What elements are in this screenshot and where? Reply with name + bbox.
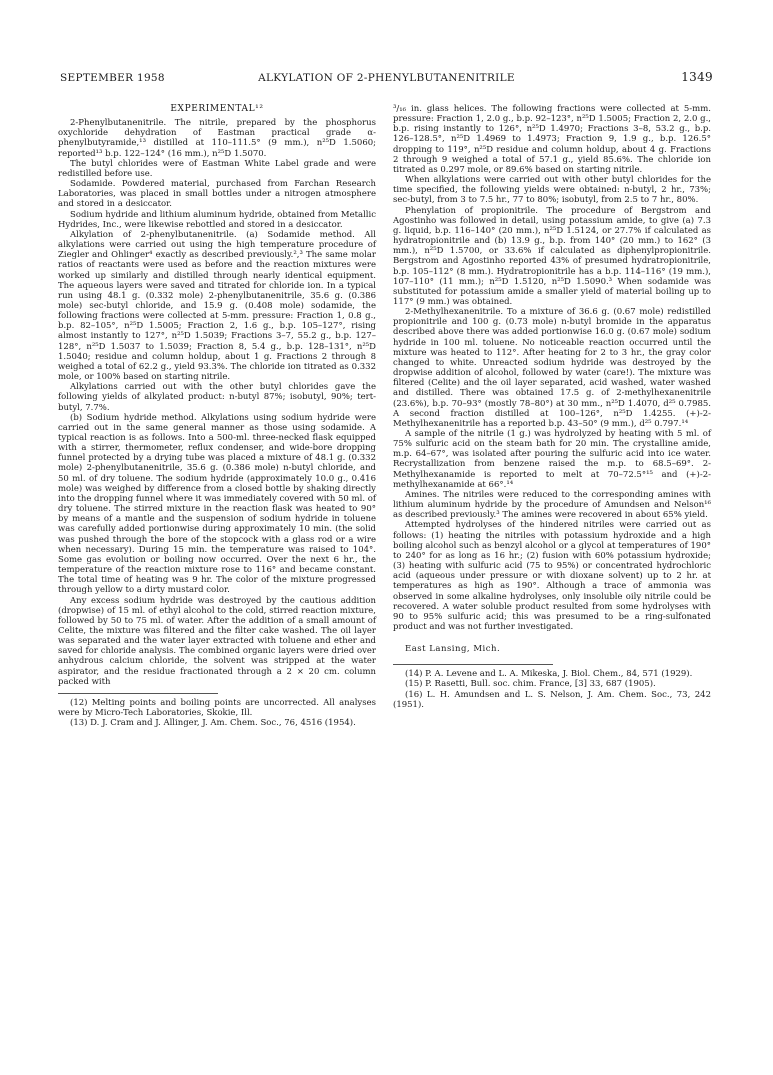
paragraph: ³/₁₆ in. glass helices. The following fractions were collected at 5-mm. pressure: Fraction 1, 2.0 g., b.p. 92–123°, n²⁵D 1.5005; Fraction 2, 2.0 g., b.p. rising instantly to 126°, n²⁵D 1.4970; Fractions 3–8, 53.2 g., b.p. 126–128.5°, n²⁵D 1.4969 to 1.4973; Fraction 9, 1.9 g., b.p. 126.5° dropping to 119°, n²⁵D residue and column holdup, about 4 g. Fractions 2 through 9 weighed a total of 57.1 g., yield 85.6%. The chloride ion titrated as 0.297 mole, or 89.6% based on starting nitrile. [393,104,711,175]
paragraph: Sodium hydride and lithium aluminum hydride, obtained from Metallic Hydrides, Inc., were likewise rebottled and stored in a desiccator. [58,209,376,230]
paragraph: Attempted hydrolyses of the hindered nitriles were carried out as follows: (1) heating the nitriles with potassium hydroxide and a high boiling alcohol such as benzyl alcohol or a glycol at temperatures of 190° to 240° for as long as 16 hr.; (2) fusion with 60% potassium hydroxide; (3) heating with sulfuric acid (75 to 95%) or concentrated hydrochloric acid (aqueous under pressure or with dioxane solvent) up to 2 hr. at temperatures as high as 190°. Although a trace of ammonia was observed in some alkaline hydrolyses, only insoluble oily nitrile could be recovered. A water soluble product resulted from some hydrolyses with 90 to 95% sulfuric acid; this was presumed to be a ring-sulfonated product and was not further investigated. [393,520,711,632]
paragraph: 2-Methylhexanenitrile. To a mixture of 36.6 g. (0.67 mole) redistilled propionitrile and 100 g. (0.73 mole) n-butyl bromide in the apparatus described above there was added portionwise 16.0 g. (0.67 mole) sodium hydride in 100 ml. toluene. No noticeable reaction occurred until the mixture was heated to 112°. After heating for 2 to 3 hr., the gray color changed to white. Unreacted sodium hydride was destroyed by the dropwise addition of alcohol, followed by water (care!). The mixture was filtered (Celite) and the oil layer separated, acid washed, water washed and distilled. There was obtained 17.5 g. of 2-methylhexanenitrile (23.6%), b.p. 70–93° (mostly 78–80°) at 30 mm., n²⁵D 1.4070, d²⁵ 0.7985. A second fraction distilled at 100–126°, n²⁵D 1.4255. (+)-2-Methylhexanenitrile has a reported b.p. 43–50° (9 mm.), d²⁵ 0.797.¹⁴ [393,307,711,429]
footnote-divider [58,693,218,694]
footnote: (13) D. J. Cram and J. Allinger, J. Am. Chem. Soc., 76, 4516 (1954). [70,718,356,729]
paragraph: The butyl chlorides were of Eastman White Label grade and were redistilled before use. [58,158,376,179]
paragraph: A sample of the nitrile (1 g.) was hydrolyzed by heating with 5 ml. of 75% sulfuric acid on the steam bath for 20 min. The crystalline amide, m.p. 64–67°, was isolated after pouring the sulfuric acid into ice water. Recrystallization from benzene raised the m.p. to 68.5–69°. 2-Methylhexanamide is reported to melt at 70–72.5°¹⁵ and (+)-2-methylhexanamide at 66°.¹⁴ [393,429,711,490]
paragraph: 2-Phenylbutanenitrile. The nitrile, prepared by the phosphorus oxychloride dehydration of Eastman practical grade α-phenylbutyramide,¹³ distilled at 110–111.5° (9 mm.), n²⁵D 1.5060; reported¹³ b.p. 122–124° (16 mm.), n²⁵D 1.5070. [58,118,376,159]
paragraph: (b) Sodium hydride method. Alkylations using sodium hydride were carried out in the same general manner as those using sodamide. A typical reaction is as follows. Into a 500-ml. three-necked flask equipped with a stirrer, thermometer, reflux condenser, and wide-bore dropping funnel protected by a drying tube was placed a mixture of 48.1 g. (0.332 mole) 2-phenylbutanenitrile, 35.6 g. (0.386 mole) n-butyl chloride, and 50 ml. of dry toluene. The sodium hydride (approximately 10.0 g., 0.416 mole) was weighed by difference from a closed bottle by shaking directly into the dropping funnel where it was immediately covered with 50 ml. of dry toluene. The stirred mixture in the reaction flask was heated to 90° by means of a mantle and the suspension of sodium hydride in toluene was carefully added portionwise during approximately 10 min. (the solid was pushed through the bore of the stopcock with a glass rod or a wire when necessary). During 15 min. the temperature was raised to 104°. Some gas evolution or boiling now occurred. Over the next 6 hr., the temperature of the reaction mixture rose to 116° and became constant. The total time of heating was 9 hr. The color of the mixture progressed through yellow to a dirty mustard color. [58,412,376,596]
footnote: (15) P. Rasetti, Bull. soc. chim. France, [3] 33, 687 (1905). [405,679,656,690]
footnote-divider [393,664,553,665]
running-header-date: SEPTEMBER 1958 [60,72,165,84]
page-number: 1349 [681,70,713,84]
running-header-title: ALKYLATION OF 2-PHENYLBUTANENITRILE [258,72,515,84]
paragraph: Alkylations carried out with the other butyl chlorides gave the following yields of alkylated product: n-butyl 87%; isobutyl, 90%; tert-butyl, 7.7%. [58,382,376,413]
author-location: East Lansing, Mich. [405,644,501,655]
paragraph: Amines. The nitriles were reduced to the corresponding amines with lithium aluminum hydride by the procedure of Amundsen and Nelson¹⁶ as described previously.³ The amines were recovered in about 65% yield. [393,489,711,521]
footnote: (16) L. H. Amundsen and L. S. Nelson, J. Am. Chem. Soc., 73, 242 (1951). [393,689,711,710]
paragraph: When alkylations were carried out with other butyl chlorides for the time specified, the following yields were obtained: n-butyl, 2 hr., 73%; sec-butyl, from 3 to 7.5 hr., 77 to 80%; isobutyl, from 2.5 to 7 hr., 80%. [393,175,711,206]
section-heading-experimental: EXPERIMENTAL¹² [170,104,264,114]
paragraph: Any excess sodium hydride was destroyed by the cautious addition (dropwise) of 15 ml. of ethyl alcohol to the cold, stirred reaction mixture, followed by 50 to 75 ml. of water. After the addition of a small amount of Celite, the mixture was filtered and the filter cake washed. The oil layer was separated and the water layer extracted with toluene and ether and saved for chloride analysis. The combined organic layers were dried over anhydrous calcium chloride, the solvent was stripped at the water aspirator, and the residue fractionated through a 2 × 20 cm. column packed with [58,595,376,687]
paragraph: Phenylation of propionitrile. The procedure of Bergstrom and Agostinho was followed in detail, using potassium amide, to give (a) 7.3 g. liquid, b.p. 116–140° (20 mm.), n²⁵D 1.5124, or 27.7% if calculated as hydratropionitrile and (b) 13.9 g., b.p. from 140° (20 mm.) to 162° (3 mm.), n²⁵D 1.5700, or 33.6% if calculated as diphenylpropionitrile. Bergstrom and Agostinho reported 43% of presumed hydratropionitrile, b.p. 105–112° (8 mm.). Hydratropionitrile has a b.p. 114–116° (19 mm.), 107–110° (11 mm.); n²⁵D 1.5120, n²⁵D 1.5090.³ When sodamide was substituted for potassium amide a smaller yield of material boiling up to 117° (9 mm.) was obtained. [393,205,711,307]
left-column [58,104,376,728]
paragraph: Alkylation of 2-phenylbutanenitrile. (a) Sodamide method. All alkylations were carried out using the high temperature procedure of Ziegler and Ohlinger⁴ exactly as described previously.²,³ The same molar ratios of reactants were used as before and the reaction mixtures were worked up similarly and distilled through nearly identical equipment. The aqueous layers were saved and titrated for chloride ion. In a typical run using 48.1 g. (0.332 mole) 2-phenylbutanenitrile, 35.6 g. (0.386 mole) sec-butyl chloride, and 15.9 g. (0.408 mole) sodamide, the following fractions were collected at 5-mm. pressure: Fraction 1, 0.8 g., b.p. 82–105°, n²⁵D 1.5005; Fraction 2, 1.6 g., b.p. 105–127°, rising almost instantly to 127°, n²⁵D 1.5039; Fractions 3–7, 55.2 g., b.p. 127–128°, n²⁵D 1.5037 to 1.5039; Fraction 8, 5.4 g., b.p. 128–131°, n²⁵D 1.5040; residue and column holdup, about 1 g. Fractions 2 through 8 weighed a total of 62.2 g., yield 93.3%. The chloride ion titrated as 0.332 mole, or 100% based on starting nitrile. [58,229,376,383]
paragraph: Sodamide. Powdered material, purchased from Farchan Research Laboratories, was placed in small bottles under a nitrogen atmosphere and stored in a desiccator. [58,179,376,210]
footnote: (12) Melting points and boiling points are uncorrected. All analyses were by Micro-Tech Laboratories, Skokie, Ill. [58,697,376,719]
footnote: (14) P. A. Levene and L. A. Mikeska, J. Biol. Chem., 84, 571 (1929). [405,669,693,680]
right-column [393,104,711,710]
